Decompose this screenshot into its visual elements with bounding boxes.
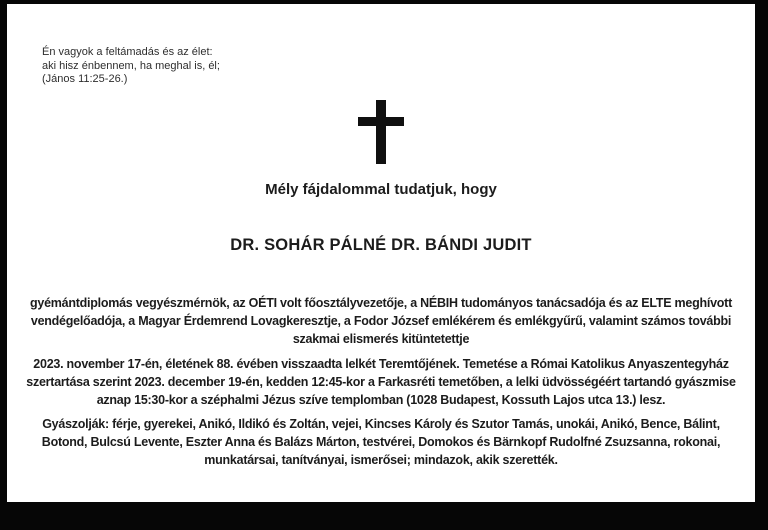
funeral-details-line: aznap 15:30-kor a széphalmi Jézus szíve templomban (1028 Budapest, Kossuth Lajos utca 13.) lesz. [96, 393, 666, 407]
funeral-details-paragraph [7, 355, 755, 409]
titles-paragraph-line: szakmai elismerés kitüntetettje [292, 332, 470, 346]
funeral-details-line: 2023. november 17-én, életének 88. évében visszaadta lelkét Teremtőjének. Temetése a Római Katolikus Anyaszentegyház [33, 357, 729, 371]
announcement-text: Mély fájdalommal tudatjuk, hogy [265, 181, 497, 198]
latin-cross-icon [358, 100, 404, 164]
cross-vertical-bar [376, 100, 386, 164]
funeral-details-line: szertartása szerint 2023. december 19-én, kedden 12:45-kor a Farkasréti temetőben, a lelki üdvösségéért tartandó gyászmise [26, 375, 736, 389]
bible-verse [42, 46, 220, 87]
mourners-line: Botond, Bulcsú Levente, Eszter Anna és Balázs Márton, testvérei, Domokos és Bärnkopf Rudolfné Zsuzsanna, rokonai, [41, 435, 721, 449]
bible-verse-line: (János 11:25-26.) [42, 73, 128, 85]
titles-paragraph [7, 294, 755, 348]
obituary-page [7, 4, 755, 502]
cross-horizontal-bar [358, 117, 404, 126]
bible-verse-line: Én vagyok a feltámadás és az élet: [42, 46, 213, 58]
titles-paragraph-line: gyémántdiplomás vegyészmérnök, az OÉTI volt főosztályvezetője, a NÉBIH tudományos tanácsadója és az ELTE meghívott [29, 296, 733, 310]
bible-verse-line: aki hisz énbennem, ha meghal is, él; [42, 59, 220, 72]
deceased-name: DR. SOHÁR PÁLNÉ DR. BÁNDI JUDIT [230, 236, 532, 254]
mourners-line: Gyászolják: férje, gyerekei, Anikó, Ildikó és Zoltán, vejei, Kincses Károly és Szutor Tamás, unokái, Anikó, Bence, Bálint, [42, 417, 720, 431]
mourners-line: munkatársai, tanítványai, ismerősei; mindazok, akik szerették. [204, 453, 558, 467]
mourners-paragraph [7, 415, 755, 469]
titles-paragraph-line: vendégelőadója, a Magyar Érdemrend Lovagkeresztje, a Fodor József emlékérem és emlékgyűrű, valamint számos további [30, 314, 732, 328]
